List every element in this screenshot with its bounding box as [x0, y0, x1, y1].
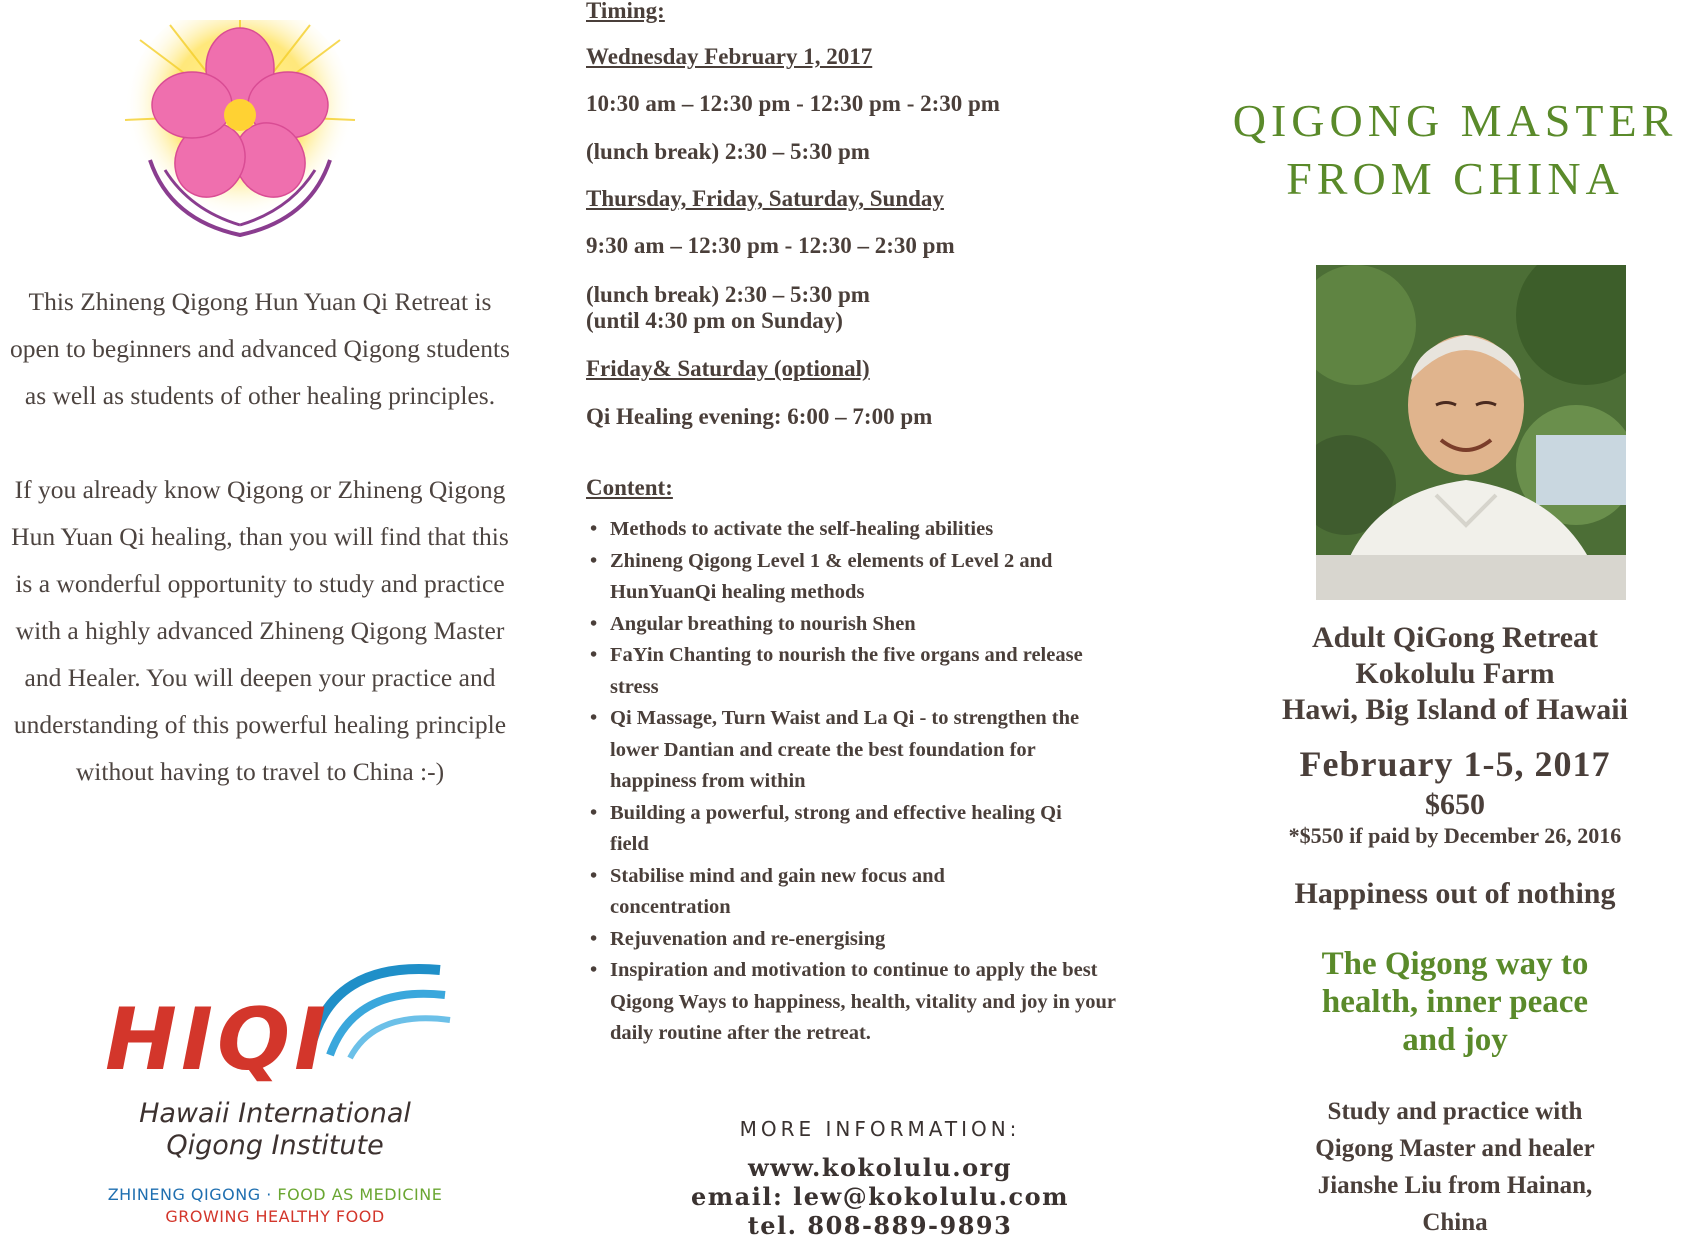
hiqi-logo: [60, 950, 490, 1235]
email-link[interactable]: email: lew@kokolulu.com: [691, 1182, 1069, 1211]
title-line1: QIGONG MASTER: [1232, 95, 1678, 146]
optional-line: Qi Healing evening: 6:00 – 7:00 pm: [586, 404, 933, 429]
days-line3: (until 4:30 pm on Sunday): [586, 308, 843, 333]
more-info-heading: MORE INFORMATION:: [739, 1117, 1021, 1141]
day1-line2: (lunch break) 2:30 – 5:30 pm: [586, 139, 870, 164]
list-item: • Inspiration and motivation to continue to apply the best Qigong Ways to happiness, health, vitality and joy in your daily routine after the retreat.: [586, 955, 1186, 1050]
event-dates: February 1-5, 2017: [1299, 744, 1611, 784]
list-item: • FaYin Chanting to nourish the five organs and release stress: [586, 640, 1186, 703]
day1-heading: Wednesday February 1, 2017: [586, 44, 873, 69]
content-list: [586, 514, 1186, 1050]
study-line1: Study and practice with: [1327, 1098, 1583, 1125]
list-item: • Stabilise mind and gain new focus and concentration: [586, 861, 1186, 924]
days-line2: (lunch break) 2:30 – 5:30 pm: [586, 282, 870, 307]
study-line3: Jianshe Liu from Hainan,: [1317, 1172, 1593, 1199]
optional-heading: Friday& Saturday (optional): [586, 356, 870, 381]
day1-line1: 10:30 am – 12:30 pm - 12:30 pm - 2:30 pm: [586, 91, 1000, 116]
hiqi-name-line1: Hawaii International: [139, 1098, 411, 1129]
list-item: • Rejuvenation and re-energising: [586, 924, 1186, 956]
website-link[interactable]: www.kokolulu.org: [747, 1153, 1013, 1182]
master-photo: [1316, 265, 1626, 600]
phone-number: tel. 808-889-9893: [747, 1211, 1013, 1240]
middle-panel: [560, 0, 1180, 1238]
portrait-image: [1316, 265, 1626, 600]
early-price: *$550 if paid by December 26, 2016: [1288, 823, 1622, 848]
timing-heading: Timing:: [586, 0, 665, 23]
left-panel: [0, 0, 520, 1238]
slogan-line2: health, inner peace: [1321, 984, 1589, 1020]
slogan-line1: The Qigong way to: [1321, 946, 1589, 982]
event-location: Hawi, Big Island of Hawaii: [1282, 693, 1628, 726]
hiqi-letters: HIQI: [105, 990, 331, 1090]
days-line1: 9:30 am – 12:30 pm - 12:30 – 2:30 pm: [586, 233, 955, 258]
intro-paragraph-1: This Zhineng Qigong Hun Yuan Qi Retreat is open to beginners and advanced Qigong students as well as students of other healing principles.: [10, 287, 510, 410]
content-heading: Content:: [586, 475, 673, 500]
tag-food: FOOD AS MEDICINE: [277, 1185, 443, 1204]
list-item: • Angular breathing to nourish Shen: [586, 609, 1186, 641]
event-details: [1210, 620, 1700, 728]
tag-separator: ·: [266, 1185, 272, 1204]
page-title: [1210, 92, 1700, 208]
slogan: [1210, 945, 1700, 1059]
intro-paragraph-2: If you already know Qigong or Zhineng Qigong Hun Yuan Qi healing, than you will find that this is a wonderful opportunity to study and practice with a highly advanced Zhineng Qigong Master and Healer. You will deepen your practice and understanding of this powerful healing principle without having to travel to China :-): [11, 475, 509, 786]
hiqi-name-line2: Qigong Institute: [166, 1130, 384, 1161]
event-price: $650: [1425, 788, 1485, 821]
more-information: [670, 1117, 1090, 1240]
hiqi-tagline-1: [60, 1185, 490, 1204]
list-item: • Zhineng Qigong Level 1 & elements of Level 2 and HunYuanQi healing methods: [586, 546, 1186, 609]
hibiscus-hands-logo: [110, 20, 370, 250]
intro-text: [0, 278, 520, 842]
right-panel: [1210, 0, 1700, 1238]
tagline: Happiness out of nothing: [1294, 877, 1616, 910]
slogan-line3: and joy: [1402, 1022, 1508, 1058]
title-line2: FROM CHINA: [1286, 153, 1624, 204]
event-venue: Kokolulu Farm: [1355, 657, 1555, 690]
event-name: Adult QiGong Retreat: [1311, 621, 1599, 654]
study-line2: Qigong Master and healer: [1315, 1135, 1595, 1162]
tag-zhineng: ZHINENG QIGONG: [107, 1185, 261, 1204]
list-item: • Qi Massage, Turn Waist and La Qi - to strengthen the lower Dantian and create the best foundation for happiness from within: [586, 703, 1186, 798]
list-item: • Methods to activate the self-healing abilities: [586, 514, 1186, 546]
days-heading: Thursday, Friday, Saturday, Sunday: [586, 186, 944, 211]
study-info: [1210, 1093, 1700, 1241]
hiqi-tagline-2: GROWING HEALTHY FOOD: [165, 1207, 385, 1226]
list-item: • Building a powerful, strong and effective healing Qi field: [586, 798, 1186, 861]
study-line4: China: [1422, 1209, 1488, 1236]
